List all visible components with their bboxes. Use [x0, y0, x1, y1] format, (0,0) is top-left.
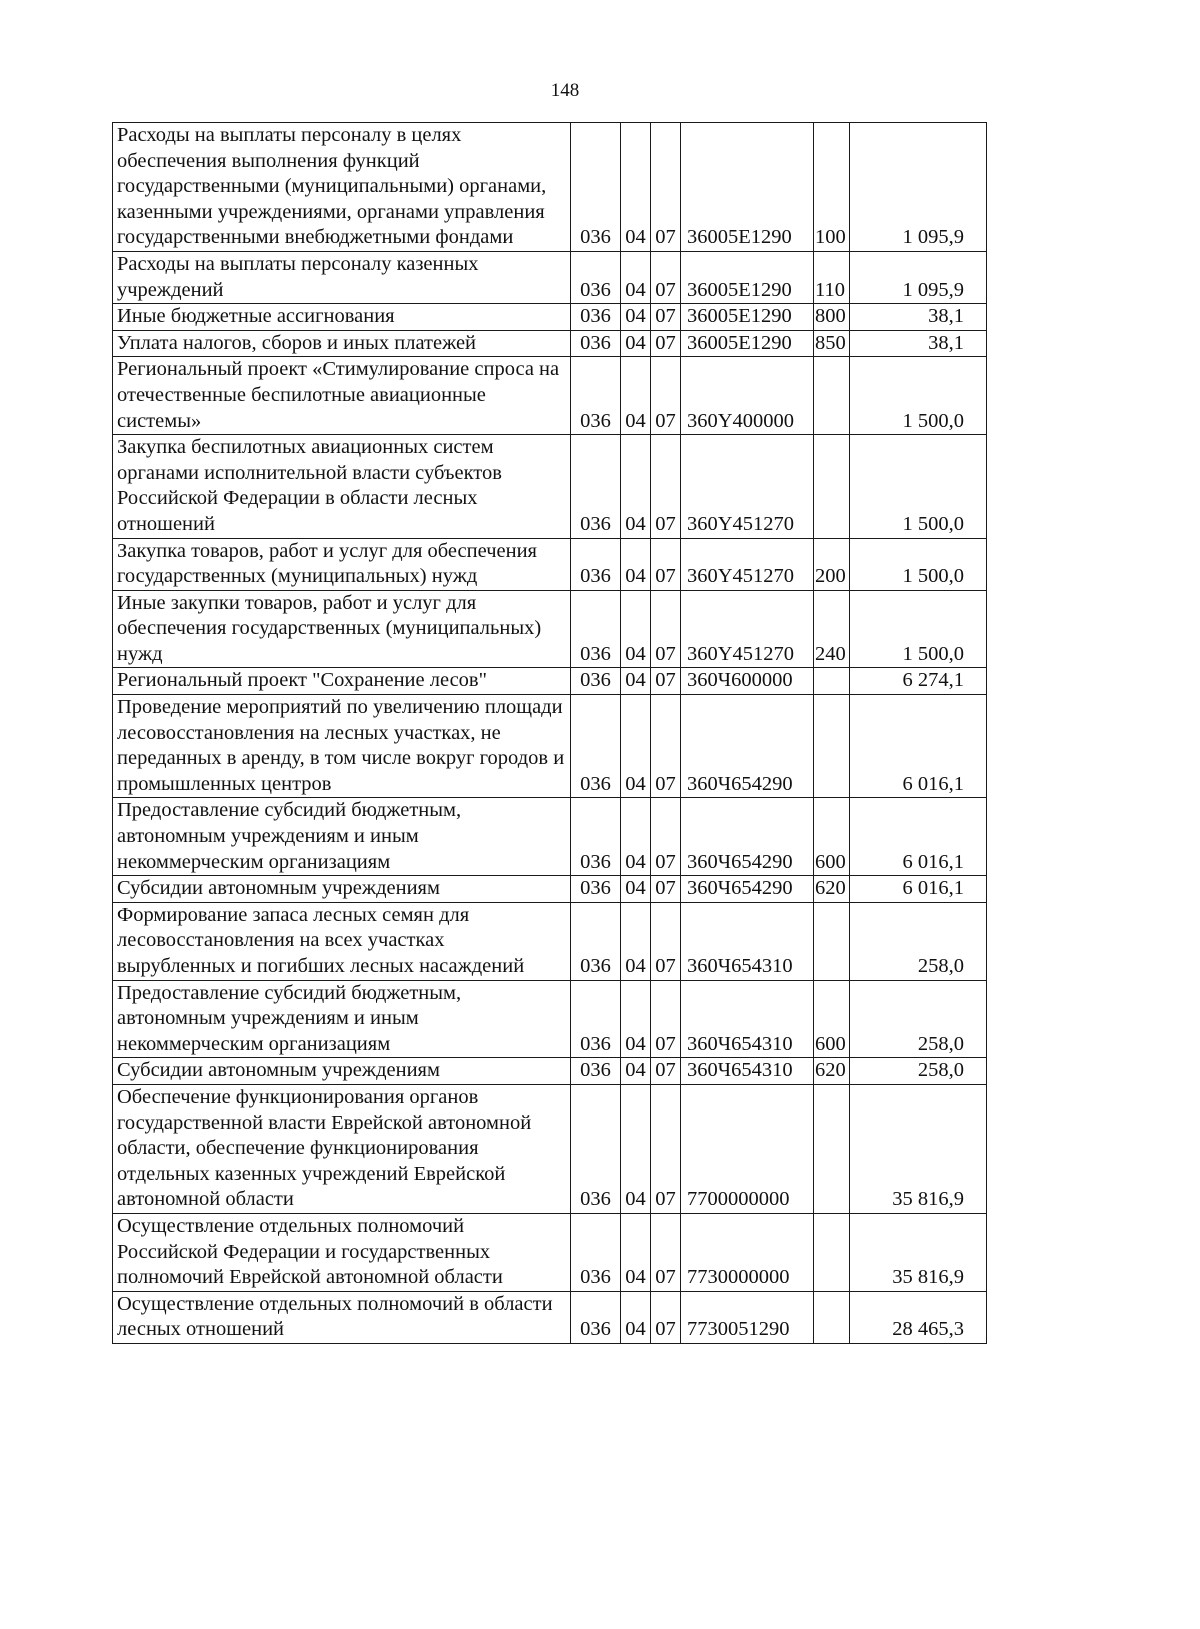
target-article-code-cell: 360Y451270: [681, 590, 814, 668]
expense-type-code-cell: [814, 357, 850, 435]
target-article-code-cell: 360Y451270: [681, 435, 814, 538]
subsection-code-cell: 07: [651, 590, 681, 668]
subsection-code-cell: 07: [651, 251, 681, 303]
expense-type-code-cell: [814, 1291, 850, 1343]
department-code-cell: 036: [571, 357, 621, 435]
amount-cell: 6 016,1: [850, 876, 987, 903]
expenditure-name-cell: Формирование запаса лесных семян для лесовосстановления на всех участках вырубленных и погибших лесных насаждений: [113, 902, 571, 980]
subsection-code-cell: 07: [651, 695, 681, 798]
amount-cell: 38,1: [850, 304, 987, 331]
subsection-code-cell: 07: [651, 668, 681, 695]
department-code-cell: 036: [571, 695, 621, 798]
table-row: [113, 798, 987, 876]
target-article-code-cell: 7700000000: [681, 1084, 814, 1213]
amount-cell: 258,0: [850, 902, 987, 980]
expenditure-name-cell: Региональный проект "Сохранение лесов": [113, 668, 571, 695]
amount-cell: 35 816,9: [850, 1213, 987, 1291]
expenditure-name-cell: Предоставление субсидий бюджетным, автономным учреждениям и иным некоммерческим организациям: [113, 798, 571, 876]
section-code-cell: 04: [621, 251, 651, 303]
amount-cell: 258,0: [850, 1058, 987, 1085]
expenditure-name-cell: Расходы на выплаты персоналу казенных учреждений: [113, 251, 571, 303]
expense-type-code-cell: 620: [814, 1058, 850, 1085]
section-code-cell: 04: [621, 590, 651, 668]
table-row: [113, 304, 987, 331]
amount-cell: 6 016,1: [850, 798, 987, 876]
department-code-cell: 036: [571, 668, 621, 695]
subsection-code-cell: 07: [651, 538, 681, 590]
section-code-cell: 04: [621, 798, 651, 876]
expenditure-name-cell: Региональный проект «Стимулирование спроса на отечественные беспилотные авиационные системы»: [113, 357, 571, 435]
department-code-cell: 036: [571, 538, 621, 590]
target-article-code-cell: 360Ч654290: [681, 876, 814, 903]
expenditure-name-cell: Субсидии автономным учреждениям: [113, 1058, 571, 1085]
target-article-code-cell: 36005E1290: [681, 123, 814, 252]
expense-type-code-cell: 600: [814, 798, 850, 876]
section-code-cell: 04: [621, 330, 651, 357]
subsection-code-cell: 07: [651, 798, 681, 876]
table-row: [113, 357, 987, 435]
section-code-cell: 04: [621, 980, 651, 1058]
section-code-cell: 04: [621, 876, 651, 903]
expense-type-code-cell: [814, 695, 850, 798]
department-code-cell: 036: [571, 304, 621, 331]
expense-type-code-cell: 620: [814, 876, 850, 903]
amount-cell: 35 816,9: [850, 1084, 987, 1213]
table-row: [113, 1213, 987, 1291]
department-code-cell: 036: [571, 435, 621, 538]
amount-cell: 1 500,0: [850, 357, 987, 435]
expenditure-name-cell: Осуществление отдельных полномочий Российской Федерации и государственных полномочий Еврейской автономной области: [113, 1213, 571, 1291]
expenditure-name-cell: Закупка товаров, работ и услуг для обеспечения государственных (муниципальных) нужд: [113, 538, 571, 590]
target-article-code-cell: 360Ч654310: [681, 980, 814, 1058]
table-row: [113, 590, 987, 668]
expense-type-code-cell: [814, 668, 850, 695]
table-row: [113, 1084, 987, 1213]
department-code-cell: 036: [571, 1058, 621, 1085]
section-code-cell: 04: [621, 538, 651, 590]
target-article-code-cell: 360Ч654310: [681, 902, 814, 980]
target-article-code-cell: 360Ч654290: [681, 798, 814, 876]
section-code-cell: 04: [621, 695, 651, 798]
expense-type-code-cell: 240: [814, 590, 850, 668]
department-code-cell: 036: [571, 123, 621, 252]
expense-type-code-cell: 110: [814, 251, 850, 303]
subsection-code-cell: 07: [651, 357, 681, 435]
expenditure-name-cell: Иные бюджетные ассигнования: [113, 304, 571, 331]
department-code-cell: 036: [571, 1291, 621, 1343]
table-row: [113, 668, 987, 695]
expenditure-name-cell: Уплата налогов, сборов и иных платежей: [113, 330, 571, 357]
expense-type-code-cell: [814, 435, 850, 538]
amount-cell: 1 500,0: [850, 435, 987, 538]
target-article-code-cell: 360Ч600000: [681, 668, 814, 695]
table-row: [113, 1291, 987, 1343]
target-article-code-cell: 36005E1290: [681, 251, 814, 303]
target-article-code-cell: 36005E1290: [681, 304, 814, 331]
subsection-code-cell: 07: [651, 304, 681, 331]
expenditure-name-cell: Проведение мероприятий по увеличению площади лесовосстановления на лесных участках, не переданных в аренду, в том числе вокруг городов и промышленных центров: [113, 695, 571, 798]
table-row: [113, 1058, 987, 1085]
expenditure-name-cell: Осуществление отдельных полномочий в области лесных отношений: [113, 1291, 571, 1343]
subsection-code-cell: 07: [651, 435, 681, 538]
subsection-code-cell: 07: [651, 123, 681, 252]
section-code-cell: 04: [621, 668, 651, 695]
expense-type-code-cell: 800: [814, 304, 850, 331]
section-code-cell: 04: [621, 1084, 651, 1213]
expenditure-name-cell: Обеспечение функционирования органов государственной власти Еврейской автономной области, обеспечение функционирования отдельных казенных учреждений Еврейской автономной области: [113, 1084, 571, 1213]
subsection-code-cell: 07: [651, 980, 681, 1058]
amount-cell: 6 274,1: [850, 668, 987, 695]
table-row: [113, 330, 987, 357]
budget-table-body: [113, 123, 987, 1344]
expense-type-code-cell: 850: [814, 330, 850, 357]
expense-type-code-cell: [814, 1213, 850, 1291]
table-row: [113, 538, 987, 590]
expenditure-name-cell: Расходы на выплаты персоналу в целях обеспечения выполнения функций государственными (муниципальными) органами, казенными учреждениями, органами управления государственными внебюджетными фондами: [113, 123, 571, 252]
target-article-code-cell: 36005E1290: [681, 330, 814, 357]
subsection-code-cell: 07: [651, 1291, 681, 1343]
amount-cell: 1 500,0: [850, 538, 987, 590]
amount-cell: 1 095,9: [850, 123, 987, 252]
section-code-cell: 04: [621, 1291, 651, 1343]
section-code-cell: 04: [621, 123, 651, 252]
department-code-cell: 036: [571, 1213, 621, 1291]
subsection-code-cell: 07: [651, 1213, 681, 1291]
target-article-code-cell: 360Y400000: [681, 357, 814, 435]
subsection-code-cell: 07: [651, 876, 681, 903]
target-article-code-cell: 7730051290: [681, 1291, 814, 1343]
expenditure-name-cell: Иные закупки товаров, работ и услуг для обеспечения государственных (муниципальных) нужд: [113, 590, 571, 668]
amount-cell: 1 500,0: [850, 590, 987, 668]
department-code-cell: 036: [571, 980, 621, 1058]
amount-cell: 1 095,9: [850, 251, 987, 303]
subsection-code-cell: 07: [651, 330, 681, 357]
section-code-cell: 04: [621, 1058, 651, 1085]
expense-type-code-cell: [814, 1084, 850, 1213]
expense-type-code-cell: 200: [814, 538, 850, 590]
budget-table: [112, 122, 987, 1344]
section-code-cell: 04: [621, 902, 651, 980]
expense-type-code-cell: [814, 902, 850, 980]
table-row: [113, 902, 987, 980]
department-code-cell: 036: [571, 1084, 621, 1213]
expenditure-name-cell: Закупка беспилотных авиационных систем органами исполнительной власти субъектов Российской Федерации в области лесных отношений: [113, 435, 571, 538]
target-article-code-cell: 360Ч654310: [681, 1058, 814, 1085]
section-code-cell: 04: [621, 304, 651, 331]
table-row: [113, 980, 987, 1058]
table-row: [113, 876, 987, 903]
subsection-code-cell: 07: [651, 902, 681, 980]
amount-cell: 28 465,3: [850, 1291, 987, 1343]
table-row: [113, 123, 987, 252]
page-number: 148: [550, 80, 580, 101]
target-article-code-cell: 360Y451270: [681, 538, 814, 590]
table-row: [113, 435, 987, 538]
amount-cell: 258,0: [850, 980, 987, 1058]
expense-type-code-cell: 100: [814, 123, 850, 252]
department-code-cell: 036: [571, 590, 621, 668]
section-code-cell: 04: [621, 435, 651, 538]
subsection-code-cell: 07: [651, 1084, 681, 1213]
table-row: [113, 695, 987, 798]
department-code-cell: 036: [571, 798, 621, 876]
table-row: [113, 251, 987, 303]
amount-cell: 38,1: [850, 330, 987, 357]
department-code-cell: 036: [571, 251, 621, 303]
department-code-cell: 036: [571, 876, 621, 903]
department-code-cell: 036: [571, 330, 621, 357]
department-code-cell: 036: [571, 902, 621, 980]
section-code-cell: 04: [621, 1213, 651, 1291]
expense-type-code-cell: 600: [814, 980, 850, 1058]
target-article-code-cell: 7730000000: [681, 1213, 814, 1291]
amount-cell: 6 016,1: [850, 695, 987, 798]
subsection-code-cell: 07: [651, 1058, 681, 1085]
target-article-code-cell: 360Ч654290: [681, 695, 814, 798]
section-code-cell: 04: [621, 357, 651, 435]
expenditure-name-cell: Предоставление субсидий бюджетным, автономным учреждениям и иным некоммерческим организациям: [113, 980, 571, 1058]
expenditure-name-cell: Субсидии автономным учреждениям: [113, 876, 571, 903]
